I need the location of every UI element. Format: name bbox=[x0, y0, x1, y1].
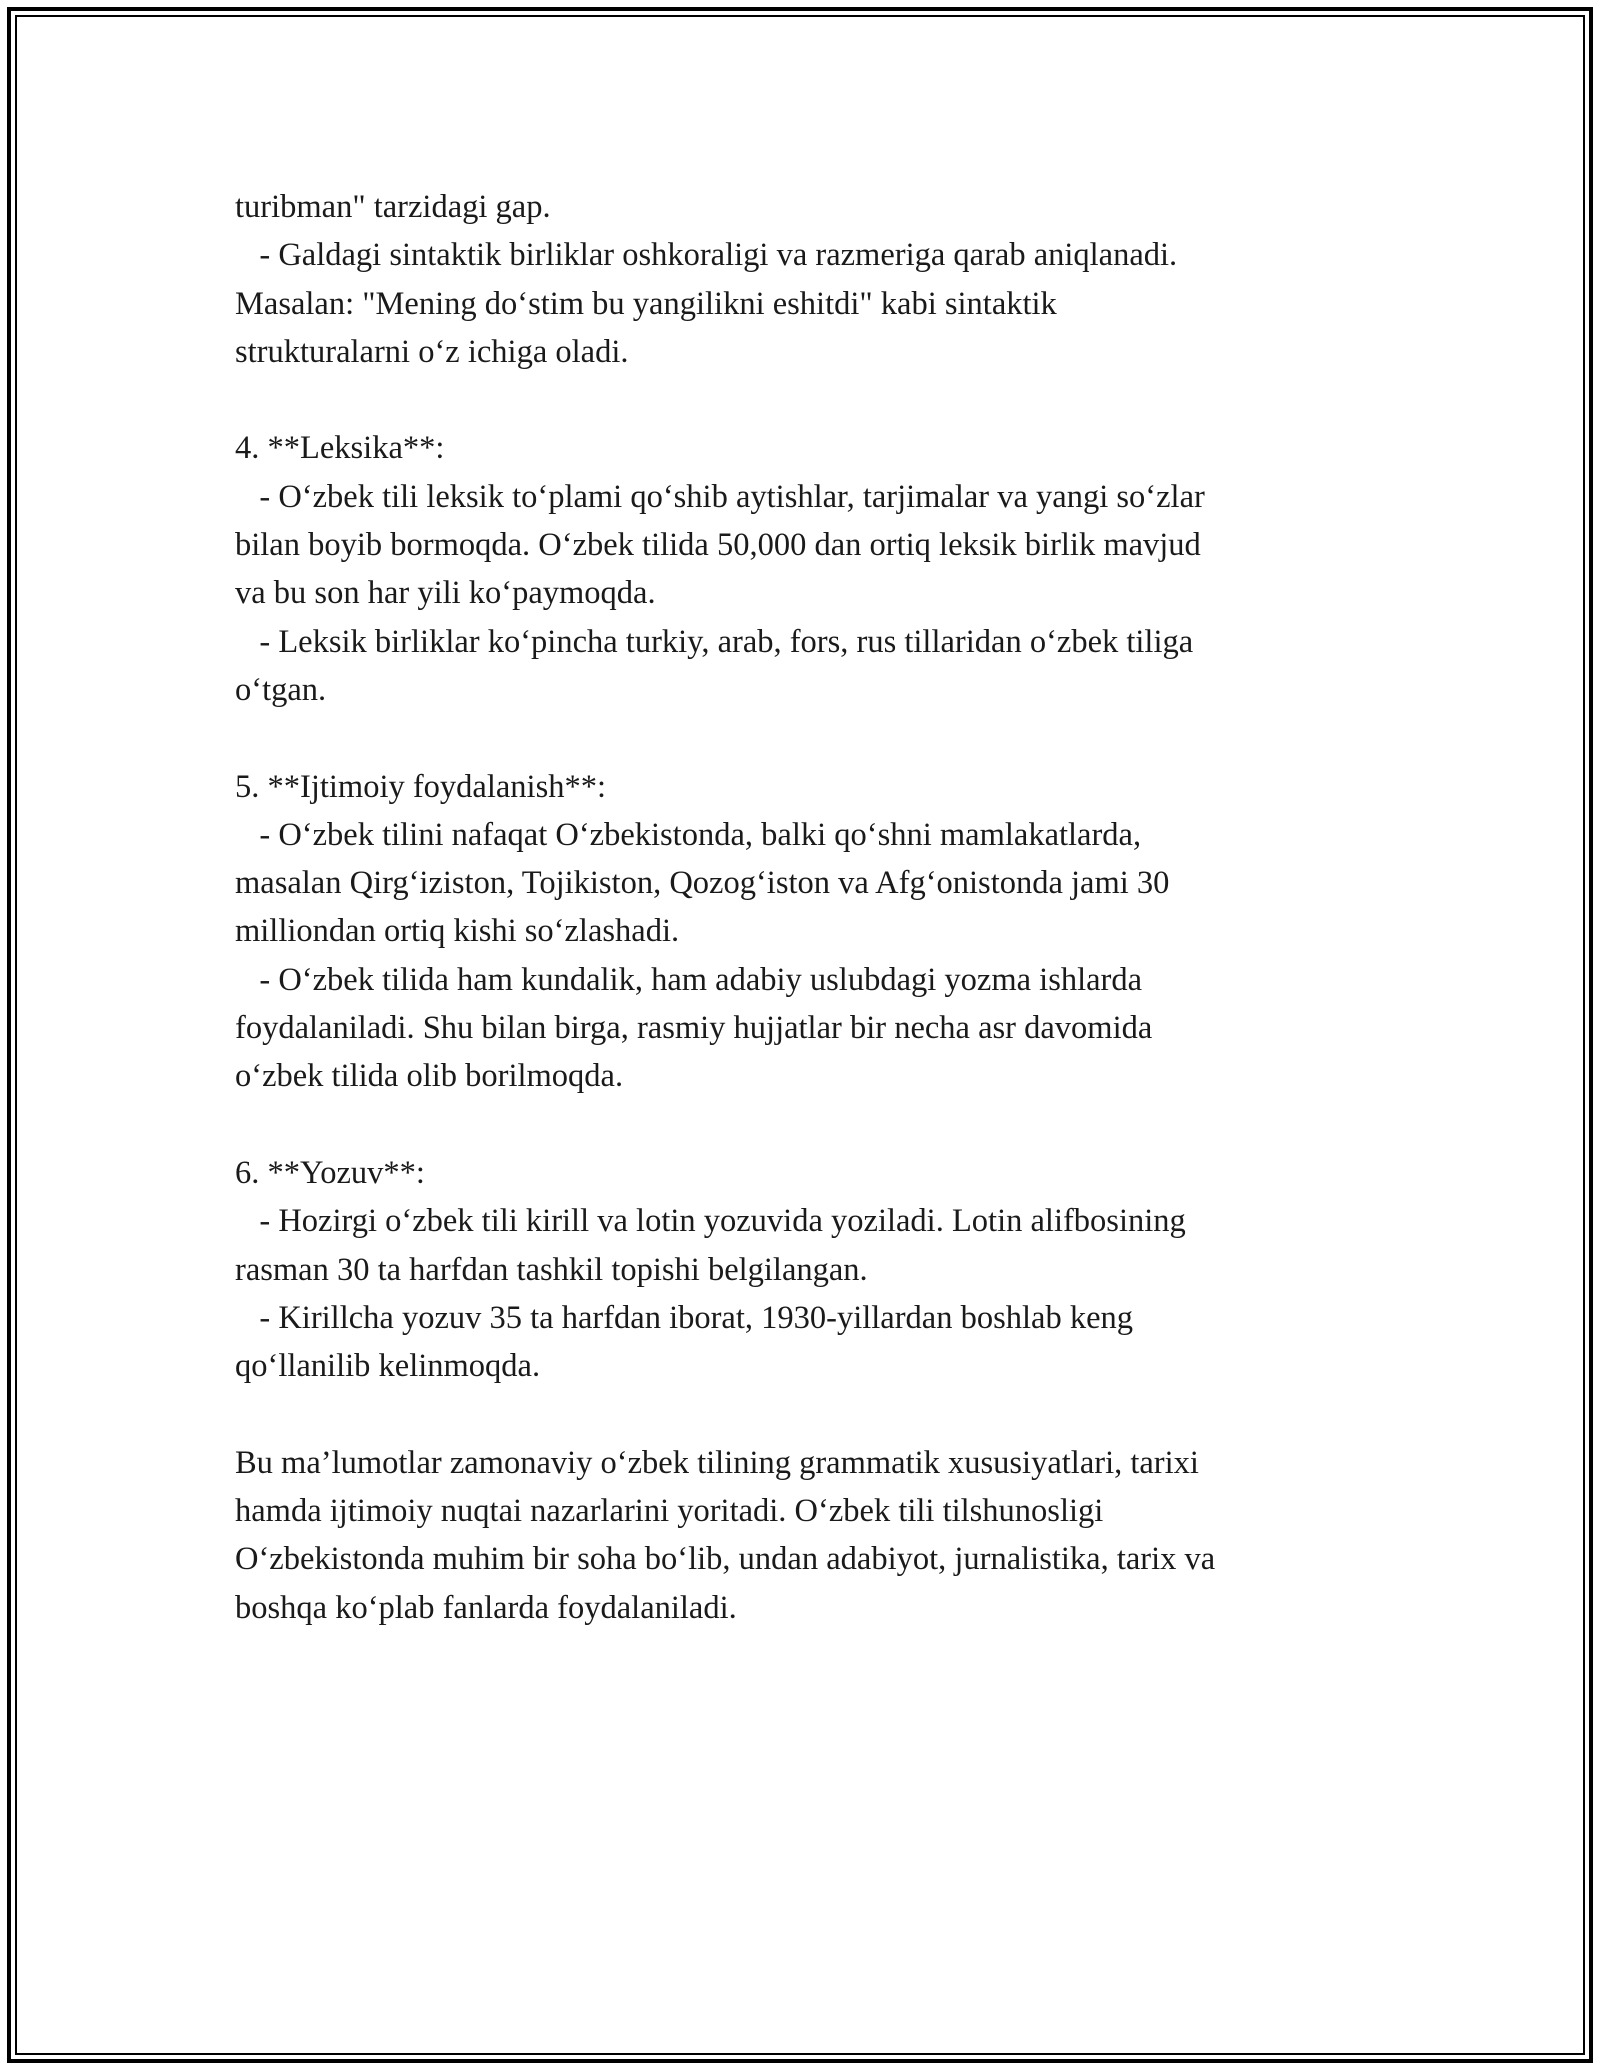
blank-line bbox=[235, 1101, 1360, 1149]
text-line: va bu son har yili ko‘paymoqda. bbox=[235, 575, 656, 612]
section-heading-yozuv: 6. **Yozuv**: bbox=[235, 1154, 425, 1191]
text-line: bilan boyib bormoqda. O‘zbek tilida 50,000 dan ortiq leksik birlik mavjud bbox=[235, 527, 1201, 564]
section-heading-leksika: 4. **Leksika**: bbox=[235, 430, 445, 467]
document-body bbox=[235, 183, 1360, 1632]
blank-line bbox=[235, 376, 1360, 424]
blank-line bbox=[235, 714, 1360, 762]
section-heading-ijtimoiy-foydalanish: 5. **Ijtimoiy foydalanish**: bbox=[235, 768, 607, 805]
text-line: milliondan ortiq kishi so‘zlashadi. bbox=[235, 913, 680, 950]
text-line: masalan Qirg‘iziston, Tojikiston, Qozog‘iston va Afg‘onistonda jami 30 bbox=[235, 865, 1170, 902]
text-line: strukturalarni o‘z ichiga oladi. bbox=[235, 333, 629, 370]
text-line: foydalaniladi. Shu bilan birga, rasmiy hujjatlar bir necha asr davomida bbox=[235, 1010, 1153, 1047]
text-line: Bu ma’lumotlar zamonaviy o‘zbek tilining grammatik xususiyatlari, tarixi bbox=[235, 1444, 1199, 1481]
text-line: - O‘zbek tilida ham kundalik, ham adabiy uslubdagi yozma ishlarda bbox=[235, 961, 1143, 998]
text-line: - Hozirgi o‘zbek tili kirill va lotin yozuvida yoziladi. Lotin alifbosining bbox=[235, 1203, 1186, 1240]
text-line: o‘tgan. bbox=[235, 671, 327, 708]
text-line: - O‘zbek tili leksik to‘plami qo‘shib aytishlar, tarjimalar va yangi so‘zlar bbox=[235, 478, 1205, 515]
text-line: boshqa ko‘plab fanlarda foydalaniladi. bbox=[235, 1589, 737, 1626]
blank-line bbox=[235, 1390, 1360, 1438]
text-line: - Galdagi sintaktik birliklar oshkoraligi va razmeriga qarab aniqlanadi. bbox=[235, 237, 1178, 274]
text-line: Masalan: "Mening do‘stim bu yangilikni eshitdi" kabi sintaktik bbox=[235, 285, 1057, 322]
text-line: turibman" tarzidagi gap. bbox=[235, 189, 551, 225]
text-line: O‘zbekistonda muhim bir soha bo‘lib, undan adabiyot, jurnalistika, tarix va bbox=[235, 1541, 1216, 1578]
text-line: - O‘zbek tilini nafaqat O‘zbekistonda, balki qo‘shni mamlakatlarda, bbox=[235, 816, 1142, 853]
text-line: hamda ijtimoiy nuqtai nazarlarini yoritadi. O‘zbek tili tilshunosligi bbox=[235, 1493, 1104, 1530]
text-line: - Kirillcha yozuv 35 ta harfdan iborat, 1930-yillardan boshlab keng bbox=[235, 1299, 1134, 1336]
text-line: o‘zbek tilida olib borilmoqda. bbox=[235, 1058, 624, 1095]
text-line: qo‘llanilib kelinmoqda. bbox=[235, 1348, 541, 1385]
text-line: rasman 30 ta harfdan tashkil topishi belgilangan. bbox=[235, 1251, 868, 1288]
text-line: - Leksik birliklar ko‘pincha turkiy, arab, fors, rus tillaridan o‘zbek tiliga bbox=[235, 623, 1194, 660]
